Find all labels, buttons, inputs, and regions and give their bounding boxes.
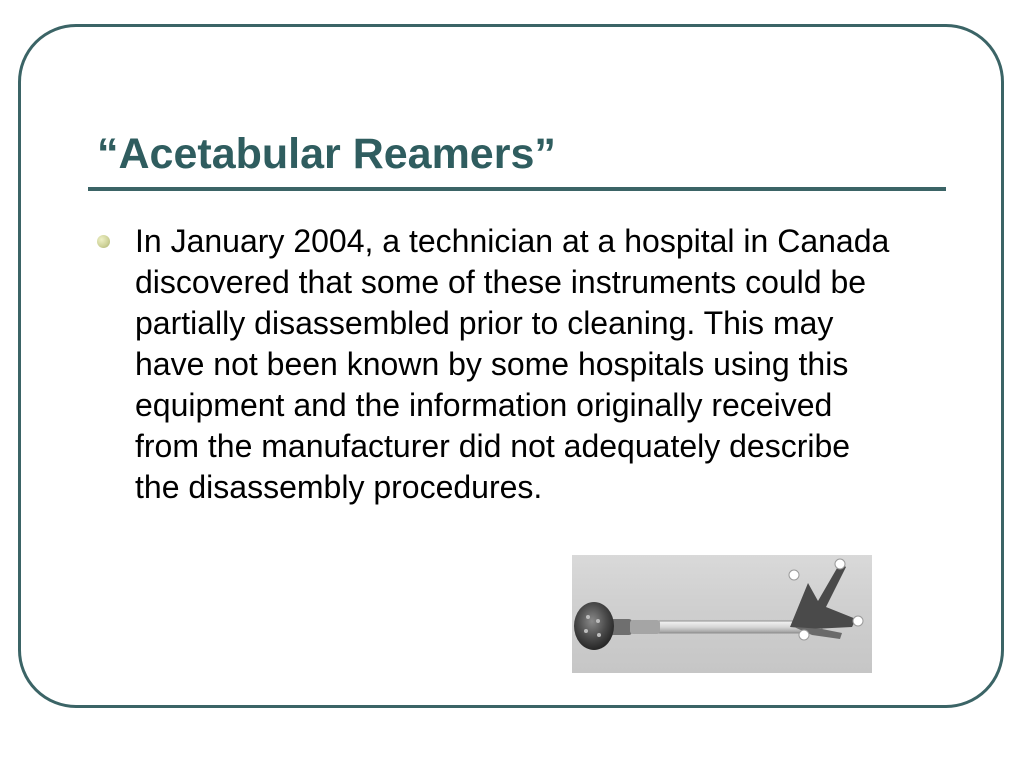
slide-title: “Acetabular Reamers” <box>97 130 556 178</box>
acetabular-reamer-photo <box>572 555 872 673</box>
bullet-text: In January 2004, a technician at a hospital in Canada discovered that some of these instruments could be partially disassembled prior to cleaning. This may have not been known by some hospitals using this equipment and the information originally received from the manufacturer did not adequately describe the disassembly procedures. <box>135 223 890 505</box>
acetabular-reamer-photo-icon <box>572 555 872 673</box>
title-underline <box>88 187 946 191</box>
bullet-dot-icon <box>97 235 110 248</box>
